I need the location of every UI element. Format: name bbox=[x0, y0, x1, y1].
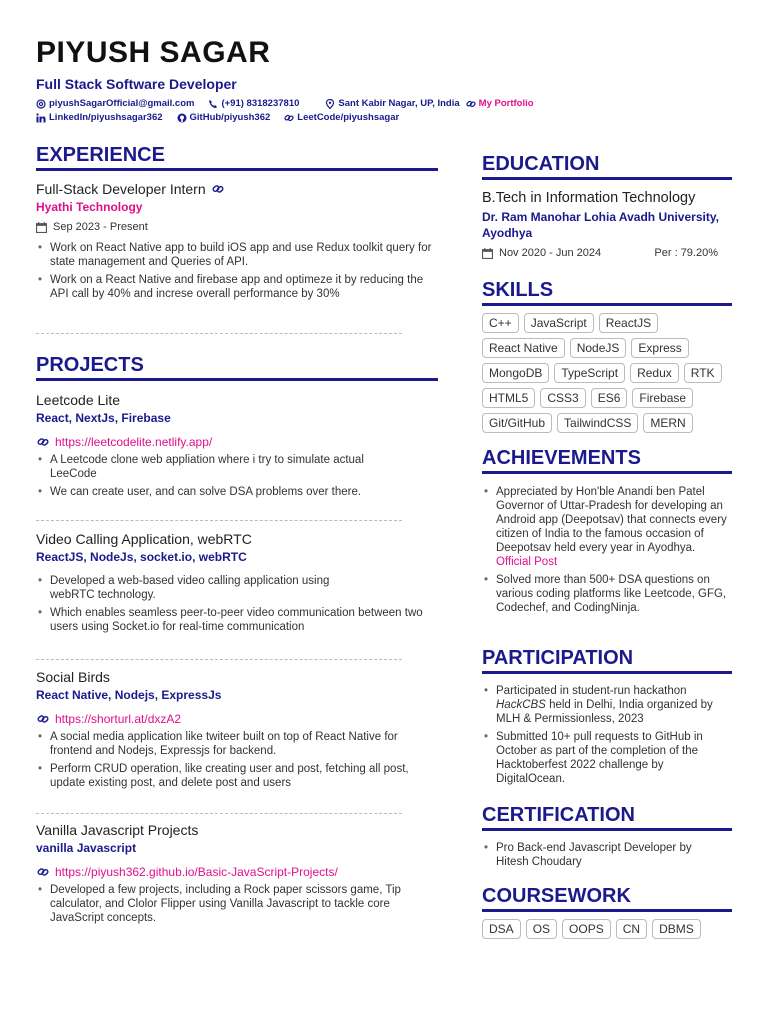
experience-bullets bbox=[36, 241, 438, 301]
project-bullets bbox=[36, 574, 438, 634]
education-percent: Per : 79.20% bbox=[654, 247, 718, 259]
at-icon bbox=[36, 99, 46, 109]
list-item: • Work on a React Native and firebase app and optimeze it by reducing the API call by 40% and increse overall performance by 30% bbox=[36, 273, 438, 301]
skill-tag: ReactJS bbox=[599, 313, 658, 333]
project-link[interactable]: https://leetcodelite.netlify.app/ bbox=[36, 435, 438, 449]
experience-date: Sep 2023 - Present bbox=[36, 221, 438, 233]
project-vanilla-js bbox=[36, 822, 438, 925]
experience-company: Hyathi Technology bbox=[36, 200, 143, 214]
skill-tag: TypeScript bbox=[554, 363, 625, 383]
contact-row-2 bbox=[36, 112, 736, 123]
skill-tag: React Native bbox=[482, 338, 565, 358]
projects-heading: PROJECTS bbox=[36, 354, 438, 381]
skills-heading: SKILLS bbox=[482, 279, 732, 306]
skill-tag: Firebase bbox=[632, 388, 693, 408]
github-icon bbox=[177, 113, 187, 123]
list-item: • Appreciated by Hon'ble Anandi ben Patel Governor of Uttar-Pradesh for developing an Android app (Deepotsav) that connects every citizen of India to the famous occasion of Deepotsav held every year in Ayodhya. Official Post bbox=[482, 485, 732, 569]
list-item: • Which enables seamless peer-to-peer video communication between two users using Socket.io for real-time communication bbox=[36, 606, 438, 634]
map-pin-icon bbox=[325, 99, 335, 109]
skill-tag: NodeJS bbox=[570, 338, 627, 358]
list-item: • Submitted 10+ pull requests to GitHub in October as part of the completion of the Hacktoberfest 2022 challenge by DigitalOcean. bbox=[482, 730, 732, 786]
project-name: Vanilla Javascript Projects bbox=[36, 822, 199, 838]
skill-tag: RTK bbox=[684, 363, 722, 383]
project-video-calling bbox=[36, 531, 438, 634]
location-item: Sant Kabir Nagar, UP, India bbox=[325, 98, 459, 109]
divider bbox=[36, 659, 402, 660]
leetcode-link[interactable]: LeetCode/piyushsagar bbox=[284, 112, 399, 123]
project-bullets bbox=[36, 453, 438, 499]
course-tag: DSA bbox=[482, 919, 521, 939]
degree: B.Tech in Information Technology bbox=[482, 190, 696, 206]
course-tag: CN bbox=[616, 919, 647, 939]
coursework-tags bbox=[482, 919, 732, 939]
skill-tag: Redux bbox=[630, 363, 679, 383]
list-item: • Pro Back-end Javascript Developer by Hitesh Choudary bbox=[482, 841, 732, 869]
list-item: • Work on React Native app to build iOS app and use Redux toolkit query for state management and Queries of API. bbox=[36, 241, 438, 269]
list-item: • Developed a few projects, including a Rock paper scissors game, Tip calculator, and Clolor Flipper using Vanilla Javascript to tackle core JavaScript concepts. bbox=[36, 883, 438, 925]
course-tag: OOPS bbox=[562, 919, 611, 939]
project-link[interactable]: https://piyush362.github.io/Basic-JavaScript-Projects/ bbox=[36, 865, 438, 879]
skills-tags bbox=[482, 313, 732, 433]
skill-tag: Express bbox=[631, 338, 688, 358]
education-heading: EDUCATION bbox=[482, 153, 732, 180]
skill-tag: JavaScript bbox=[524, 313, 594, 333]
project-name: Video Calling Application, webRTC bbox=[36, 531, 252, 547]
list-item: • A social media application like twiteer built on top of React Native for frontend and Nodejs, Expressjs for backend. bbox=[36, 730, 438, 758]
course-tag: DBMS bbox=[652, 919, 701, 939]
divider bbox=[36, 813, 402, 814]
link-icon bbox=[36, 866, 50, 878]
project-stack: React Native, Nodejs, ExpressJs bbox=[36, 688, 222, 702]
candidate-title: Full Stack Software Developer bbox=[36, 76, 237, 92]
project-name: Social Birds bbox=[36, 669, 110, 685]
skill-tag: HTML5 bbox=[482, 388, 535, 408]
participation-heading: PARTICIPATION bbox=[482, 647, 732, 674]
official-post-link[interactable]: Official Post bbox=[496, 556, 558, 568]
achievements-heading: ACHIEVEMENTS bbox=[482, 447, 732, 474]
project-link[interactable]: https://shorturl.at/dxzA2 bbox=[36, 712, 438, 726]
candidate-name: PIYUSH SAGAR bbox=[36, 36, 271, 69]
certification-list bbox=[482, 837, 732, 869]
project-stack: vanilla Javascript bbox=[36, 841, 137, 855]
certification-heading: CERTIFICATION bbox=[482, 804, 732, 831]
experience-role: Full-Stack Developer Intern bbox=[36, 181, 438, 197]
divider bbox=[36, 520, 402, 521]
divider bbox=[36, 333, 402, 334]
phone-item: (+91) 8318237810 bbox=[208, 98, 299, 109]
education-entry bbox=[482, 190, 732, 259]
participation-list bbox=[482, 680, 732, 786]
project-bullets bbox=[36, 730, 438, 790]
list-item: • We can create user, and can solve DSA problems over there. bbox=[36, 485, 438, 499]
project-stack: ReactJS, NodeJs, socket.io, webRTC bbox=[36, 550, 247, 564]
list-item: • Developed a web-based video calling application using webRTC technology. bbox=[36, 574, 438, 602]
university: Dr. Ram Manohar Lohia Avadh University, Ayodhya bbox=[482, 210, 719, 240]
list-item: • Perform CRUD operation, like creating user and post, fetching all post, update existing post, and delete post and users bbox=[36, 762, 438, 790]
achievements-list bbox=[482, 481, 732, 615]
skill-tag: CSS3 bbox=[540, 388, 585, 408]
link-icon bbox=[36, 713, 50, 725]
linkedin-icon bbox=[36, 113, 46, 123]
skill-tag: MongoDB bbox=[482, 363, 549, 383]
coursework-heading: COURSEWORK bbox=[482, 885, 732, 912]
education-date-row bbox=[482, 247, 732, 259]
project-social-birds bbox=[36, 669, 438, 790]
github-link[interactable]: GitHub/piyush362 bbox=[177, 112, 271, 123]
experience-heading: EXPERIENCE bbox=[36, 144, 438, 171]
skill-tag: ES6 bbox=[591, 388, 628, 408]
link-icon bbox=[284, 113, 294, 123]
contact-row-1 bbox=[36, 98, 736, 109]
linkedin-link[interactable]: LinkedIn/piyushsagar362 bbox=[36, 112, 163, 123]
phone-icon bbox=[208, 99, 218, 109]
project-leetcode-lite bbox=[36, 392, 438, 499]
project-stack: React, NextJs, Firebase bbox=[36, 411, 171, 425]
calendar-icon bbox=[482, 248, 493, 259]
skill-tag: Git/GitHub bbox=[482, 413, 552, 433]
course-tag: OS bbox=[526, 919, 557, 939]
portfolio-link[interactable]: My Portfolio bbox=[466, 98, 534, 109]
link-icon[interactable] bbox=[211, 183, 225, 195]
link-icon bbox=[466, 99, 476, 109]
link-icon bbox=[36, 436, 50, 448]
skill-tag: C++ bbox=[482, 313, 519, 333]
email-link[interactable]: piyushSagarOfficial@gmail.com bbox=[36, 98, 194, 109]
experience-entry bbox=[36, 181, 438, 301]
list-item: • Participated in student-run hackathon HackCBS held in Delhi, India organized by MLH & Permissionless, 2023 bbox=[482, 684, 732, 726]
education-date: Nov 2020 - Jun 2024 bbox=[482, 247, 601, 259]
resume-header bbox=[36, 36, 736, 123]
calendar-icon bbox=[36, 222, 47, 233]
list-item: • A Leetcode clone web appliation where i try to simulate actual LeeCode bbox=[36, 453, 438, 481]
skill-tag: MERN bbox=[643, 413, 692, 433]
skill-tag: TailwindCSS bbox=[557, 413, 638, 433]
project-bullets bbox=[36, 883, 438, 925]
project-name: Leetcode Lite bbox=[36, 392, 121, 408]
list-item: • Solved more than 500+ DSA questions on various coding platforms like Leetcode, GFG, Codechef, and CodingNinja. bbox=[482, 573, 732, 615]
